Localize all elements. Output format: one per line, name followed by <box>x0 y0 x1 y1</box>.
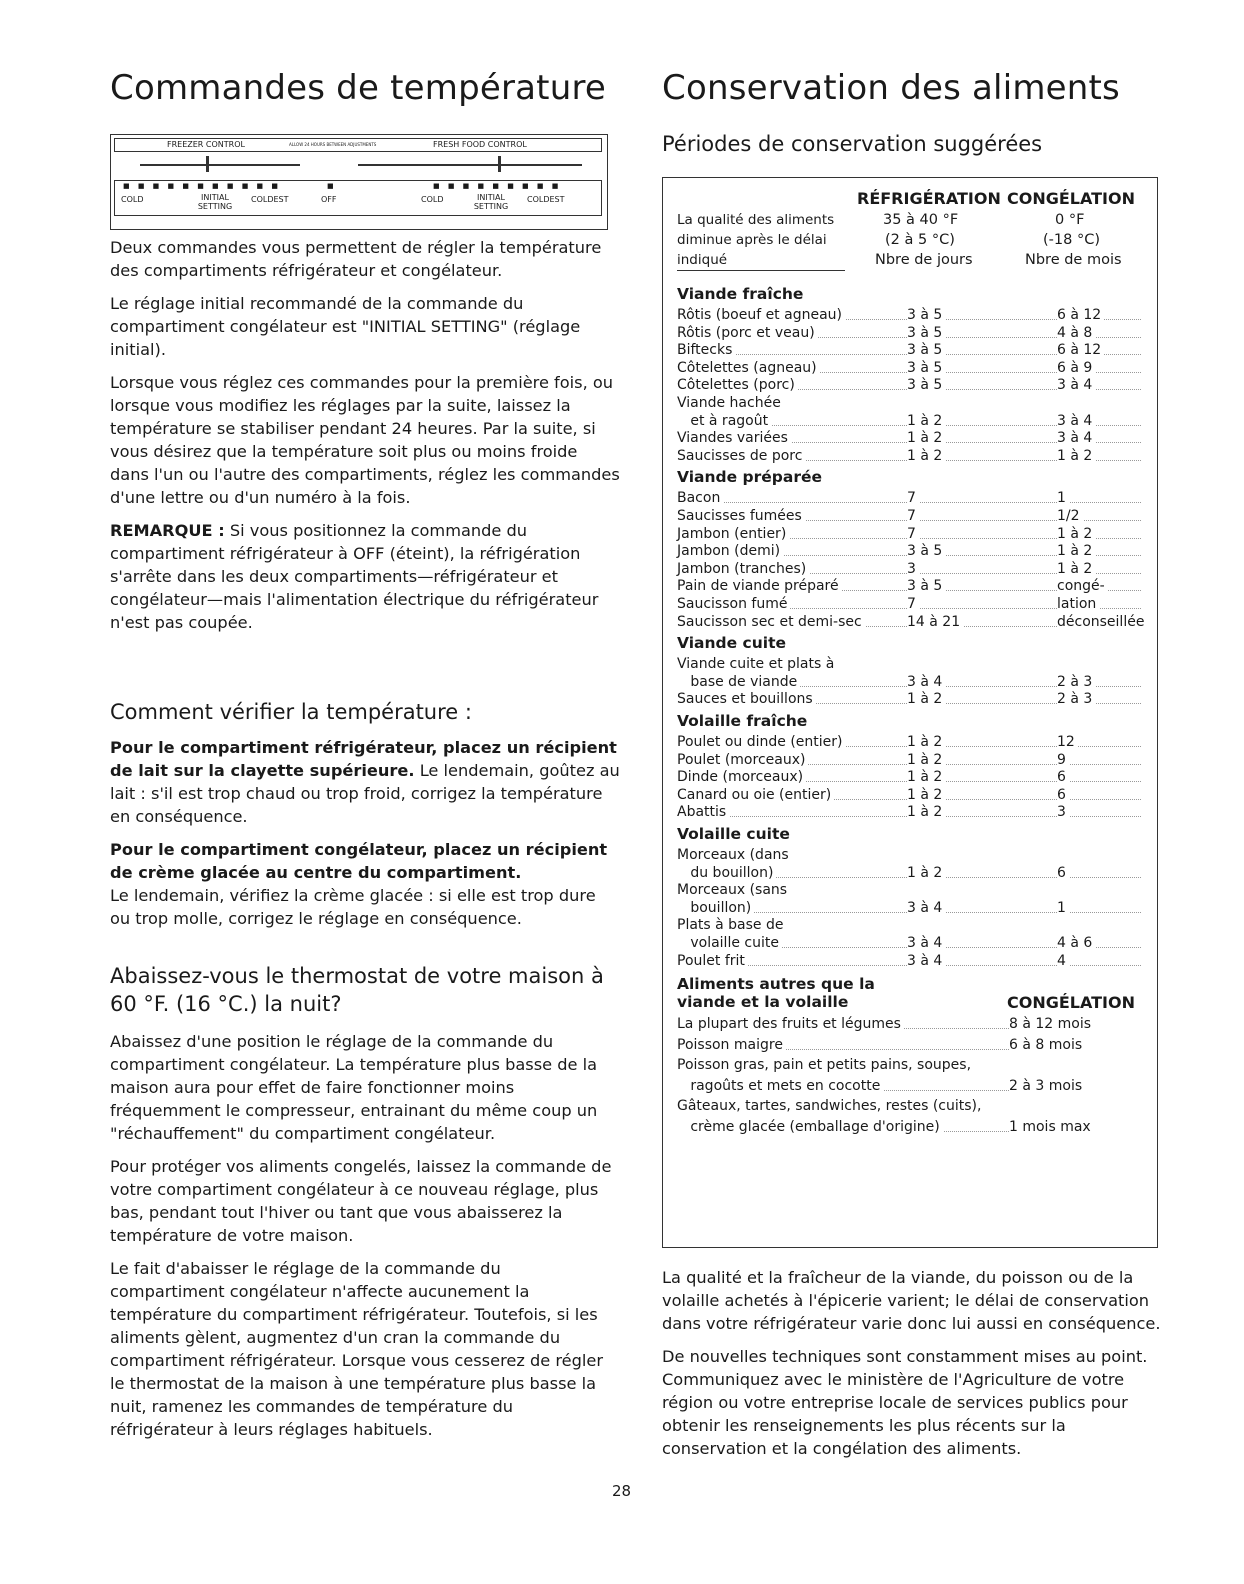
food-storage-title: Conservation des aliments <box>662 68 1120 108</box>
food-name: crème glacée (emballage d'origine) <box>677 1119 943 1137</box>
paragraph-no-effect: Le fait d'abaisser le réglage de la commande du compartiment congélateur n'affecte aucunement la température du compartiment réfrigérateur. Toutefois, si les aliments gèlent, augmentez d'un cran la commande du compartiment réfrigérateur. Lorsque vous cesserez de régler le thermostat de la maison à une température plus basse la nuit, ramenez les commandes de température du réfrigérateur à leurs réglages habituels. <box>110 1259 603 1439</box>
table-row <box>677 325 1141 343</box>
table-row <box>677 900 1141 918</box>
intro-line-2: diminue après le délai <box>677 232 827 248</box>
off-label: OFF <box>321 195 337 204</box>
verify-section <box>110 698 620 940</box>
freezer-slider-track <box>140 164 300 166</box>
food-name: Abattis <box>677 804 729 822</box>
table-row <box>677 508 1141 526</box>
freezing-months: 6 à 12 <box>1057 342 1104 360</box>
col-congelation-header: CONGÉLATION <box>1007 189 1135 208</box>
table-row <box>677 377 1141 395</box>
table-row <box>677 360 1141 378</box>
table-row <box>677 307 1141 325</box>
table-row <box>677 787 1141 805</box>
freezing-months: lation <box>1057 596 1099 614</box>
refrigeration-days: 1 à 2 <box>907 448 945 466</box>
paragraph-new-techniques: De nouvelles techniques sont constamment mises au point. Communiquez avec le ministère de l'Agriculture de votre région ou votre entreprise locale de services publics pour obtenir les renseignements les plus récents sur la conservation et la congélation des aliments. <box>662 1347 1148 1458</box>
fresh-cold-label: COLD <box>421 195 444 204</box>
food-name: base de viande <box>677 674 800 692</box>
freezing-months: 1 à 2 <box>1057 561 1095 579</box>
freezing-months: 3 à 4 <box>1057 413 1095 431</box>
refrigeration-days: 3 à 5 <box>907 360 945 378</box>
food-name: Saucisses de porc <box>677 448 805 466</box>
food-name: ragoûts et mets en cocotte <box>677 1078 883 1096</box>
table-row <box>677 935 1141 953</box>
freezing-months: 6 à 12 <box>1057 307 1104 325</box>
table-row <box>677 691 1141 709</box>
refrigeration-days: 3 à 5 <box>907 578 945 596</box>
freezing-months: 1 <box>1057 490 1069 508</box>
paragraph-initial-setting: Le réglage initial recommandé de la commande du compartiment congélateur est "INITIAL SETTING" (réglage initial). <box>110 294 581 359</box>
freezing-months: 1 à 2 <box>1057 543 1095 561</box>
section-title: Viande fraîche <box>677 285 804 303</box>
food-name: Rôtis (boeuf et agneau) <box>677 307 845 325</box>
food-name: Poulet frit <box>677 953 748 971</box>
food-name: Viandes variées <box>677 430 791 448</box>
refrigeration-days: 3 à 5 <box>907 307 945 325</box>
refrigeration-days: 3 à 5 <box>907 325 945 343</box>
panel-top-bar <box>114 138 602 152</box>
freezing-months: 1 <box>1057 900 1069 918</box>
food-name: Viande cuite et plats à <box>677 656 837 674</box>
table-row <box>677 596 1141 614</box>
verify-heading: Comment vérifier la température : <box>110 700 472 724</box>
refrigeration-days: 1 à 2 <box>907 691 945 709</box>
food-name: Morceaux (dans <box>677 847 792 865</box>
paragraph-freezer-verify <box>110 838 620 930</box>
table-row <box>677 543 1141 561</box>
fresh-food-slider-knob <box>498 156 501 172</box>
fresh-dots: ■ ■ ■ ■ ■ ■ ■ ■ ■ <box>433 182 562 190</box>
table-row <box>677 526 1141 544</box>
food-name: bouillon) <box>677 900 754 918</box>
food-name: Jambon (tranches) <box>677 561 809 579</box>
intro-line-3: indiqué <box>677 252 845 271</box>
section-title: Viande préparée <box>677 468 823 487</box>
other-foods-title-2: viande et la volaille <box>677 993 849 1012</box>
freezer-slider-knob <box>206 156 209 172</box>
freezing-months: 4 à 8 <box>1057 325 1095 343</box>
refrigeration-days: 3 <box>907 561 919 579</box>
freezing-period: 6 à 8 mois <box>1009 1037 1085 1055</box>
food-name: Jambon (entier) <box>677 526 789 544</box>
table-row <box>677 674 1141 692</box>
paragraph-two-controls: Deux commandes vous permettent de régler la température des compartiments réfrigérateur et congélateur. <box>110 238 602 280</box>
refrigeration-days: 3 à 4 <box>907 953 945 971</box>
freezing-months: 1 à 2 <box>1057 448 1095 466</box>
freezing-months: déconseillée <box>1057 614 1147 632</box>
table-row <box>677 448 1141 466</box>
congel-unit: Nbre de mois <box>1025 252 1122 268</box>
freezing-months: 9 <box>1057 752 1069 770</box>
freezing-months: 6 <box>1057 787 1069 805</box>
fresh-food-slider-track <box>358 164 582 166</box>
table-row <box>677 1119 1141 1137</box>
allow-note: ALLOW 24 HOURS BETWEEN ADJUSTMENTS <box>289 142 377 147</box>
freezing-months: 6 à 9 <box>1057 360 1095 378</box>
fresh-coldest-label: COLDEST <box>527 195 565 204</box>
food-name: Poisson maigre <box>677 1037 786 1055</box>
storage-table <box>662 177 1158 1248</box>
remarque-label: REMARQUE : <box>110 521 225 540</box>
fridge-verify-text: Le lendemain, goûtez au lait : s'il est trop chaud ou trop froid, corrigez la température en conséquence. <box>110 761 620 826</box>
table-row <box>677 430 1141 448</box>
food-name: Saucisson sec et demi-sec <box>677 614 865 632</box>
food-name: volaille cuite <box>677 935 782 953</box>
temperature-controls-title: Commandes de température <box>110 68 607 108</box>
other-foods-title-1: Aliments autres que la <box>677 975 875 994</box>
thermostat-heading: Abaissez-vous le thermostat de votre maison à 60 °F. (16 °C.) la nuit? <box>110 964 604 1016</box>
refrigeration-days: 1 à 2 <box>907 787 945 805</box>
refrig-unit: Nbre de jours <box>875 252 973 268</box>
freezing-period: 8 à 12 mois <box>1009 1016 1094 1034</box>
food-name: Dinde (morceaux) <box>677 769 806 787</box>
refrigeration-days: 1 à 2 <box>907 865 945 883</box>
fridge-verify-bold: Pour le compartiment réfrigérateur, placez un récipient de lait sur la clayette supérieure. <box>110 738 617 780</box>
table-row <box>677 490 1141 508</box>
freezer-initial-label: INITIAL SETTING <box>197 193 233 211</box>
refrigeration-days: 1 à 2 <box>907 769 945 787</box>
table-row <box>677 613 1145 632</box>
freezer-verify-bold: Pour le compartiment congélateur, placez un récipient de crème glacée au centre du compartiment. <box>110 840 608 882</box>
freezing-months: 2 à 3 <box>1057 691 1095 709</box>
freezing-months: 3 <box>1057 804 1069 822</box>
table-row <box>677 1037 1141 1055</box>
food-name: Biftecks <box>677 342 735 360</box>
table-row <box>677 1057 1141 1075</box>
food-name: Côtelettes (agneau) <box>677 360 820 378</box>
food-name: Bacon <box>677 490 723 508</box>
refrigeration-days: 3 à 5 <box>907 543 945 561</box>
col-refrigeration-header: RÉFRIGÉRATION <box>857 189 1001 208</box>
food-name: Saucisses fumées <box>677 508 805 526</box>
food-name: Morceaux (sans <box>677 882 790 900</box>
refrigeration-days: 1 à 2 <box>907 752 945 770</box>
table-row <box>677 561 1141 579</box>
food-name: Canard ou oie (entier) <box>677 787 834 805</box>
page-number: 28 <box>612 1482 632 1500</box>
food-name: et à ragoût <box>677 413 771 431</box>
other-foods-congelation-header: CONGÉLATION <box>1007 993 1135 1013</box>
table-row <box>677 1098 1141 1116</box>
freezing-months: congé- <box>1057 578 1108 596</box>
refrigeration-days: 3 à 5 <box>907 377 945 395</box>
freezing-period: 1 mois max <box>1009 1119 1094 1137</box>
table-row <box>677 865 1141 883</box>
food-name: Gâteaux, tartes, sandwiches, restes (cuits), <box>677 1098 984 1116</box>
freezer-cold-label: COLD <box>121 195 144 204</box>
refrigeration-days: 1 à 2 <box>907 734 945 752</box>
table-row <box>677 395 1141 413</box>
freezing-months: 4 <box>1057 953 1069 971</box>
refrigeration-days: 7 <box>907 490 919 508</box>
refrigeration-days: 1 à 2 <box>907 413 945 431</box>
food-name: Viande hachée <box>677 395 784 413</box>
paragraph-fridge-verify <box>110 736 620 828</box>
food-name: du bouillon) <box>677 865 776 883</box>
freezer-control-label: FREEZER CONTROL <box>167 140 245 149</box>
paragraph-remarque <box>110 519 620 634</box>
refrigeration-days: 14 à 21 <box>907 614 963 632</box>
congel-temp-c: (-18 °C) <box>1043 232 1100 248</box>
table-row <box>677 342 1141 360</box>
storage-periods-subtitle: Périodes de conservation suggérées <box>662 132 1043 156</box>
refrigeration-days: 3 à 4 <box>907 935 945 953</box>
freezing-months: 2 à 3 <box>1057 674 1095 692</box>
freezing-months: 6 <box>1057 865 1069 883</box>
food-name: Saucisson fumé <box>677 596 790 614</box>
food-name: Poulet (morceaux) <box>677 752 808 770</box>
intro-line-1: La qualité des aliments <box>677 212 835 228</box>
freezing-months: 3 à 4 <box>1057 377 1095 395</box>
table-row <box>677 1078 1141 1096</box>
food-name: Côtelettes (porc) <box>677 377 798 395</box>
section-title: Volaille cuite <box>677 825 790 843</box>
refrig-temp-f: 35 à 40 °F <box>883 212 959 228</box>
paragraph-quality-varies: La qualité et la fraîcheur de la viande, du poisson ou de la volaille achetés à l'épicerie varient; le délai de conservation dans votre réfrigérateur varie donc lui aussi en conséquence. <box>662 1268 1161 1333</box>
panel-bottom-bar <box>114 180 602 216</box>
freezing-months: 6 <box>1057 769 1069 787</box>
freezer-coldest-label: COLDEST <box>251 195 289 204</box>
freezing-period: 2 à 3 mois <box>1009 1078 1085 1096</box>
freezer-dots: ■ ■ ■ ■ ■ ■ ■ ■ ■ ■ ■ <box>123 182 282 190</box>
fresh-initial-label: INITIAL SETTING <box>473 193 509 211</box>
table-row <box>677 882 1141 900</box>
refrigeration-days: 7 <box>907 526 919 544</box>
table-row <box>677 656 1141 674</box>
section-title: Volaille fraîche <box>677 712 808 730</box>
paragraph-lower-position: Abaissez d'une position le réglage de la commande du compartiment congélateur. La température plus basse de la maison aura pour effet de faire fonctionner moins fréquemment le compresseur, entrainant du même coup un "réchauffement" du compartiment congélateur. <box>110 1032 598 1143</box>
refrigeration-days: 1 à 2 <box>907 430 945 448</box>
table-row <box>677 769 1141 787</box>
refrigeration-days: 7 <box>907 508 919 526</box>
congel-temp-f: 0 °F <box>1055 212 1085 228</box>
freezer-verify-text: Le lendemain, vérifiez la crème glacée : si elle est trop dure ou trop molle, corrigez le réglage en conséquence. <box>110 886 596 928</box>
refrigeration-days: 1 à 2 <box>907 804 945 822</box>
food-name: La plupart des fruits et légumes <box>677 1016 904 1034</box>
refrigeration-days: 3 à 4 <box>907 674 945 692</box>
table-row <box>677 752 1141 770</box>
food-name: Rôtis (porc et veau) <box>677 325 818 343</box>
freezing-months: 3 à 4 <box>1057 430 1095 448</box>
table-row <box>677 804 1141 822</box>
storage-notes <box>662 1266 1162 1470</box>
table-row <box>677 1016 1141 1034</box>
refrigeration-days: 3 à 5 <box>907 342 945 360</box>
paragraph-protect-frozen: Pour protéger vos aliments congelés, laissez la commande de votre compartiment congélateur à ce nouveau réglage, plus bas, pendant tout l'hiver ou tant que vous abaisserez la température de votre maison. <box>110 1157 612 1245</box>
freezing-months: 12 <box>1057 734 1078 752</box>
table-row <box>677 578 1141 596</box>
freezing-months: 4 à 6 <box>1057 935 1095 953</box>
off-dot: ■ <box>327 182 337 190</box>
remarque-text: Si vous positionnez la commande du compartiment réfrigérateur à OFF (éteint), la réfrigération s'arrête dans les deux compartiments—réfrigérateur et congélateur—mais l'alimentation électrique du réfrigérateur n'est pas coupée. <box>110 521 599 632</box>
intro-text-block <box>110 236 620 644</box>
table-row <box>677 917 1141 935</box>
food-name: Poulet ou dinde (entier) <box>677 734 845 752</box>
food-name: Plats à base de <box>677 917 787 935</box>
food-name: Sauces et bouillons <box>677 691 816 709</box>
control-panel-diagram <box>110 134 610 232</box>
fresh-food-control-label: FRESH FOOD CONTROL <box>433 140 527 149</box>
freezing-months: 1 à 2 <box>1057 526 1095 544</box>
table-row <box>677 847 1141 865</box>
freezing-months: 1/2 <box>1057 508 1083 526</box>
refrigeration-days: 7 <box>907 596 919 614</box>
table-row <box>677 734 1141 752</box>
table-row <box>677 953 1141 971</box>
section-title: Viande cuite <box>677 634 786 653</box>
food-name: Jambon (demi) <box>677 543 783 561</box>
paragraph-first-setting: Lorsque vous réglez ces commandes pour la première fois, ou lorsque vous modifiez les réglages par la suite, laissez la température se stabiliser pendant 24 heures. Par la suite, si vous désirez que la température soit plus ou moins froide dans l'un ou l'autre des compartiments, réglez les commandes d'une lettre ou d'un numéro à la fois. <box>110 373 620 507</box>
food-name: Poisson gras, pain et petits pains, soupes, <box>677 1057 974 1075</box>
thermostat-section <box>110 962 620 1451</box>
refrig-temp-c: (2 à 5 °C) <box>885 232 955 248</box>
refrigeration-days: 3 à 4 <box>907 900 945 918</box>
table-row <box>677 413 1141 431</box>
food-name: Pain de viande préparé <box>677 578 842 596</box>
